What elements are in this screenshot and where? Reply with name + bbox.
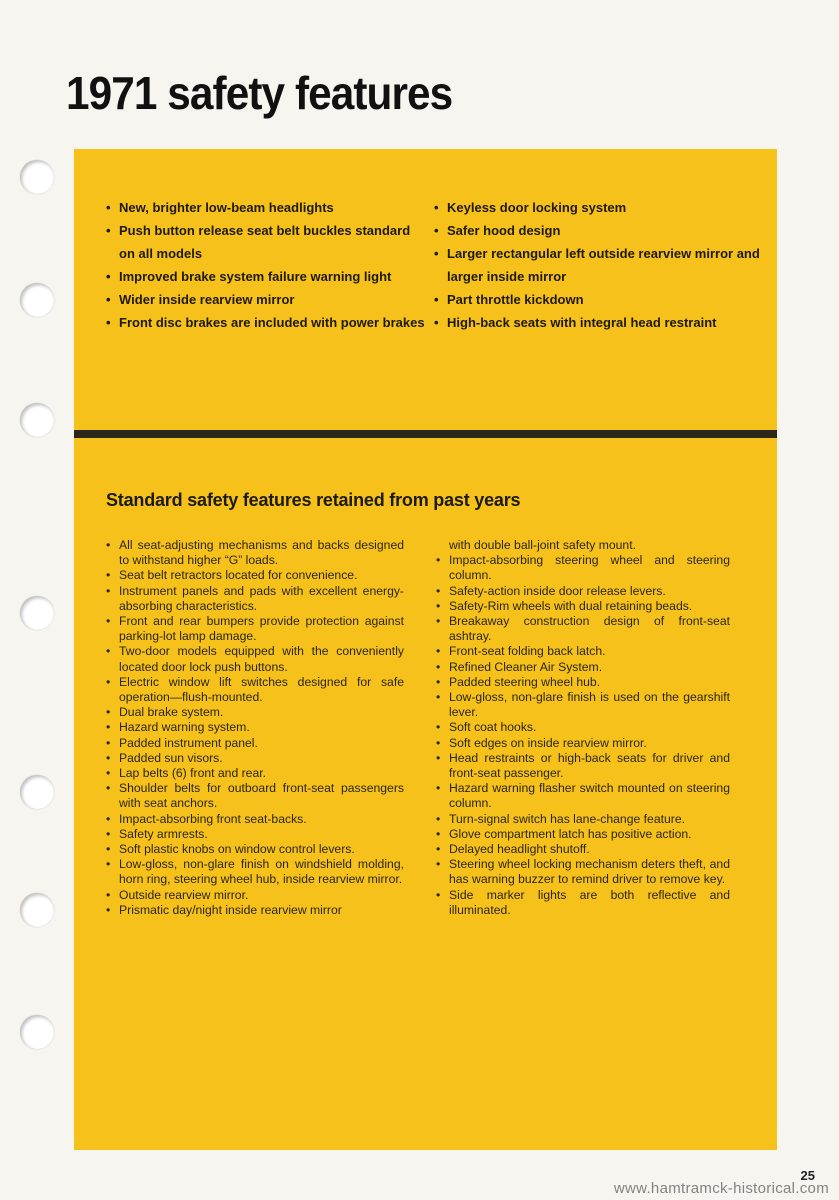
list-item: • Shoulder belts for outboard front-seat passengers with seat anchors. bbox=[106, 781, 404, 811]
page-number: 25 bbox=[800, 1168, 815, 1183]
list-item: • Soft edges on inside rearview mirror. bbox=[436, 736, 730, 751]
list-item: • Refined Cleaner Air System. bbox=[436, 660, 730, 675]
section-heading: Standard safety features retained from past years bbox=[106, 490, 521, 510]
list-item: • Turn-signal switch has lane-change feature. bbox=[436, 812, 730, 827]
list-item: • Wider inside rearview mirror bbox=[106, 288, 426, 311]
watermark: www.hamtramck-historical.com bbox=[613, 1180, 829, 1197]
retained-features-panel bbox=[74, 438, 777, 1150]
binder-hole bbox=[20, 403, 54, 437]
list-item: • Seat belt retractors located for convenience. bbox=[106, 568, 404, 583]
page-title: 1971 safety features bbox=[66, 67, 453, 119]
list-item: • High-back seats with integral head restraint bbox=[434, 311, 764, 334]
list-item: • Padded instrument panel. bbox=[106, 736, 404, 751]
list-item: • Impact-absorbing front seat-backs. bbox=[106, 812, 404, 827]
list-item: • Front disc brakes are included with power brakes bbox=[106, 311, 426, 334]
list-item: • Prismatic day/night inside rearview mirror bbox=[106, 903, 404, 918]
list-item: • Safety armrests. bbox=[106, 827, 404, 842]
list-item: • Front and rear bumpers provide protection against parking-lot lamp damage. bbox=[106, 614, 404, 644]
list-item: • Push button release seat belt buckles standard on all models bbox=[106, 219, 426, 265]
list-item: • Impact-absorbing steering wheel and steering column. bbox=[436, 553, 730, 583]
list-item: • Padded sun visors. bbox=[106, 751, 404, 766]
list-item: • Electric window lift switches designed for safe operation—flush-mounted. bbox=[106, 675, 404, 705]
list-item: • Hazard warning system. bbox=[106, 720, 404, 735]
binder-hole bbox=[20, 1015, 54, 1049]
list-item: • Head restraints or high-back seats for driver and front-seat passenger. bbox=[436, 751, 730, 781]
list-item: • Two-door models equipped with the conveniently located door lock push buttons. bbox=[106, 644, 404, 674]
list-item: • Soft coat hooks. bbox=[436, 720, 730, 735]
list-item: • Larger rectangular left outside rearview mirror and larger inside mirror bbox=[434, 242, 764, 288]
list-item: • Instrument panels and pads with excellent energy-absorbing characteristics. bbox=[106, 584, 404, 614]
list-item: • Low-gloss, non-glare finish on windshield molding, horn ring, steering wheel hub, inside rearview mirror. bbox=[106, 857, 404, 887]
section-divider bbox=[74, 430, 777, 438]
list-item: • Safer hood design bbox=[434, 219, 764, 242]
list-item: • Hazard warning flasher switch mounted on steering column. bbox=[436, 781, 730, 811]
list-item: • Part throttle kickdown bbox=[434, 288, 764, 311]
list-item: • Glove compartment latch has positive action. bbox=[436, 827, 730, 842]
list-item: • Steering wheel locking mechanism deters theft, and has warning buzzer to remind driver to remove key. bbox=[436, 857, 730, 887]
new-features-left-list bbox=[106, 196, 426, 334]
list-item: • Dual brake system. bbox=[106, 705, 404, 720]
list-item-continuation: with double ball-joint safety mount. bbox=[449, 538, 636, 552]
binder-hole bbox=[20, 160, 54, 194]
list-item: • Side marker lights are both reflective and illuminated. bbox=[436, 888, 730, 918]
list-item: • Improved brake system failure warning light bbox=[106, 265, 426, 288]
list-item: • New, brighter low-beam headlights bbox=[106, 196, 426, 219]
new-features-right-list bbox=[434, 196, 764, 334]
retained-left-list bbox=[106, 538, 404, 918]
list-item: • Keyless door locking system bbox=[434, 196, 764, 219]
new-features-panel bbox=[74, 149, 777, 430]
binder-hole bbox=[20, 283, 54, 317]
list-item: • All seat-adjusting mechanisms and backs designed to withstand higher “G” loads. bbox=[106, 538, 404, 568]
retained-right-list bbox=[436, 538, 730, 918]
list-item: • Low-gloss, non-glare finish is used on the gearshift lever. bbox=[436, 690, 730, 720]
list-item: • Outside rearview mirror. bbox=[106, 888, 404, 903]
list-item: • Delayed headlight shutoff. bbox=[436, 842, 730, 857]
list-item: • Breakaway construction design of front-seat ashtray. bbox=[436, 614, 730, 644]
list-item: • Soft plastic knobs on window control levers. bbox=[106, 842, 404, 857]
list-item: • Front-seat folding back latch. bbox=[436, 644, 730, 659]
binder-hole bbox=[20, 596, 54, 630]
list-item: • Safety-action inside door release levers. bbox=[436, 584, 730, 599]
list-item: • Safety-Rim wheels with dual retaining beads. bbox=[436, 599, 730, 614]
binder-hole bbox=[20, 893, 54, 927]
list-item: • Padded steering wheel hub. bbox=[436, 675, 730, 690]
binder-hole bbox=[20, 775, 54, 809]
list-item: • Lap belts (6) front and rear. bbox=[106, 766, 404, 781]
